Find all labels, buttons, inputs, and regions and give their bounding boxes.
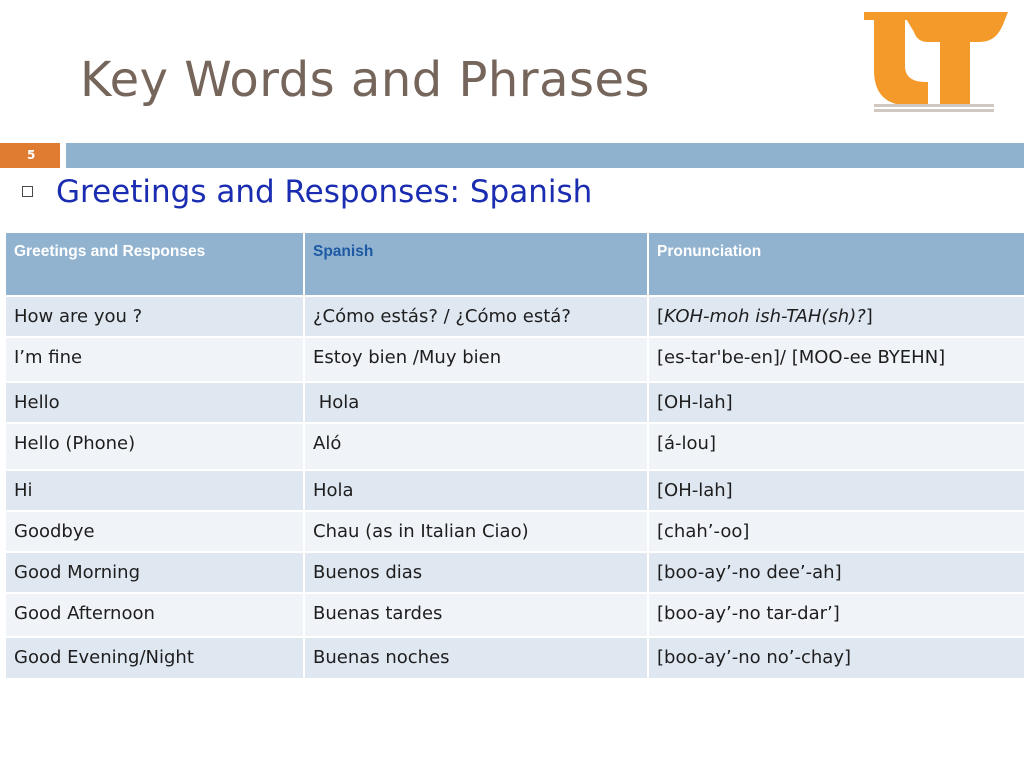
cell-spanish: Hola [304,470,648,511]
table-header-row [5,232,1024,296]
cell-pronunciation: [es-tar'be-en]/ [MOO-ee BYEHN] [648,337,1024,382]
cell-pronunciation: [boo-ay’-no no’-chay] [648,637,1024,679]
slide-title: Key Words and Phrases [80,52,651,108]
table-row [5,337,1024,382]
logo-mark [864,12,1008,112]
cell-spanish: Buenos dias [304,552,648,593]
cell-pronunciation: [boo-ay’-no dee’-ah] [648,552,1024,593]
cell-spanish: ¿Cómo estás? / ¿Cómo está? [304,296,648,337]
header-spanish: Spanish [304,232,648,296]
slide-number: 5 [0,143,60,168]
bullet-square-icon [22,186,33,197]
cell-pronunciation: [KOH-moh ish-TAH(sh)?] [648,296,1024,337]
table-row [5,593,1024,637]
phrases-table [4,231,1024,680]
cell-pronunciation: [chah’-oo] [648,511,1024,552]
cell-greeting: Hello (Phone) [5,423,304,470]
cell-greeting: How are you ? [5,296,304,337]
bullet-text: Greetings and Responses: Spanish [56,174,593,210]
header-greetings: Greetings and Responses [5,232,304,296]
cell-spanish: Chau (as in Italian Ciao) [304,511,648,552]
cell-spanish: Estoy bien /Muy bien [304,337,648,382]
cell-pronunciation: [boo-ay’-no tar-dar’] [648,593,1024,637]
cell-spanish: Buenas noches [304,637,648,679]
cell-spanish: Aló [304,423,648,470]
header-pronunciation: Pronunciation [648,232,1024,296]
cell-pronunciation: [OH-lah] [648,470,1024,511]
cell-greeting: Good Evening/Night [5,637,304,679]
table-row [5,511,1024,552]
table-row [5,637,1024,679]
table-row [5,382,1024,423]
cell-greeting: Good Afternoon [5,593,304,637]
header-bar [66,143,1024,168]
cell-pronunciation: [OH-lah] [648,382,1024,423]
cell-pronunciation: [á-lou] [648,423,1024,470]
cell-greeting: Hi [5,470,304,511]
table-row [5,296,1024,337]
table-row [5,552,1024,593]
cell-spanish: Hola [304,382,648,423]
cell-greeting: Hello [5,382,304,423]
cell-greeting: Goodbye [5,511,304,552]
table-row [5,470,1024,511]
cell-greeting: I’m fine [5,337,304,382]
ut-logo [858,8,1008,114]
cell-spanish: Buenas tardes [304,593,648,637]
cell-greeting: Good Morning [5,552,304,593]
table-row [5,423,1024,470]
